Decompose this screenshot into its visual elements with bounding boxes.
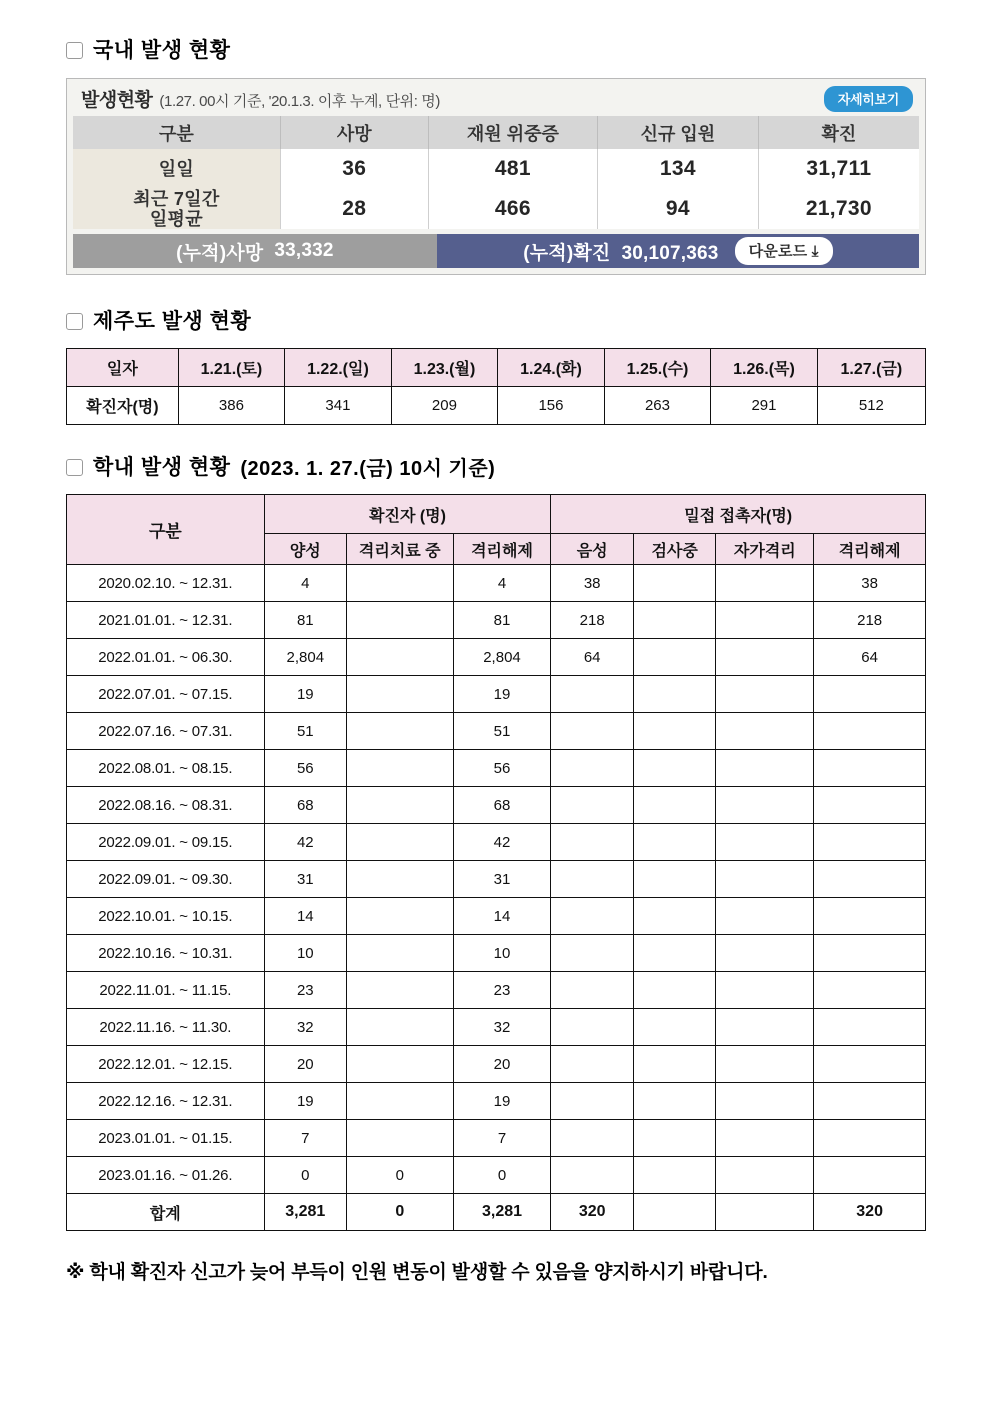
school-cell-self-quarantine bbox=[716, 750, 814, 787]
school-row-label: 2022.12.01. ~ 12.15. bbox=[67, 1046, 265, 1083]
jeju-value-0126: 291 bbox=[711, 387, 818, 425]
school-cell-contact-released bbox=[814, 861, 926, 898]
school-cell-positive: 81 bbox=[264, 602, 346, 639]
school-cell-positive: 2,804 bbox=[264, 639, 346, 676]
school-row-label: 2022.07.16. ~ 07.31. bbox=[67, 713, 265, 750]
national-row-daily-new-admission: 134 bbox=[598, 149, 759, 189]
national-status-card bbox=[66, 78, 926, 275]
school-total-positive: 3,281 bbox=[264, 1194, 346, 1231]
school-cell-in-treatment bbox=[347, 602, 454, 639]
school-cell-testing bbox=[633, 565, 715, 602]
school-cell-negative bbox=[551, 1083, 633, 1120]
school-cell-released: 42 bbox=[453, 824, 551, 861]
table-row bbox=[67, 1083, 926, 1120]
school-cell-self-quarantine bbox=[716, 824, 814, 861]
school-cell-contact-released bbox=[814, 898, 926, 935]
table-row bbox=[67, 602, 926, 639]
cumulative-confirmed-text bbox=[523, 238, 718, 265]
school-cell-released: 68 bbox=[453, 787, 551, 824]
national-row-weekly-death: 28 bbox=[280, 189, 428, 229]
table-row bbox=[67, 1157, 926, 1194]
school-cell-in-treatment bbox=[347, 565, 454, 602]
school-cell-contact-released: 38 bbox=[814, 565, 926, 602]
school-total-testing bbox=[633, 1194, 715, 1231]
detail-view-button[interactable]: 자세히보기 bbox=[824, 86, 913, 112]
school-cell-self-quarantine bbox=[716, 1009, 814, 1046]
school-row-label: 2022.01.01. ~ 06.30. bbox=[67, 639, 265, 676]
school-total-released: 3,281 bbox=[453, 1194, 551, 1231]
national-col-new-admission: 신규 입원 bbox=[598, 116, 759, 149]
school-cell-positive: 4 bbox=[264, 565, 346, 602]
school-cell-self-quarantine bbox=[716, 1046, 814, 1083]
checkbox-empty-icon bbox=[66, 459, 83, 476]
table-row bbox=[67, 1009, 926, 1046]
school-cell-testing bbox=[633, 602, 715, 639]
jeju-col-0124: 1.24.(화) bbox=[498, 349, 605, 387]
school-cell-contact-released: 64 bbox=[814, 639, 926, 676]
school-cell-negative bbox=[551, 898, 633, 935]
school-cell-in-treatment bbox=[347, 639, 454, 676]
school-cell-negative bbox=[551, 1157, 633, 1194]
school-col-in-treatment: 격리치료 중 bbox=[347, 534, 454, 565]
school-cell-self-quarantine bbox=[716, 1120, 814, 1157]
school-cell-released: 19 bbox=[453, 1083, 551, 1120]
school-row-label: 2022.09.01. ~ 09.15. bbox=[67, 824, 265, 861]
school-cell-released: 81 bbox=[453, 602, 551, 639]
school-col-released: 격리해제 bbox=[453, 534, 551, 565]
school-cell-contact-released bbox=[814, 935, 926, 972]
school-cell-testing bbox=[633, 750, 715, 787]
school-cell-testing bbox=[633, 824, 715, 861]
school-cell-positive: 68 bbox=[264, 787, 346, 824]
school-cell-contact-released: 218 bbox=[814, 602, 926, 639]
national-col-critical: 재원 위중증 bbox=[428, 116, 597, 149]
school-cell-self-quarantine bbox=[716, 972, 814, 1009]
school-cell-in-treatment bbox=[347, 824, 454, 861]
jeju-col-0121: 1.21.(토) bbox=[178, 349, 285, 387]
school-cell-self-quarantine bbox=[716, 602, 814, 639]
school-row-label: 2022.08.16. ~ 08.31. bbox=[67, 787, 265, 824]
checkbox-empty-icon bbox=[66, 42, 83, 59]
school-cell-testing bbox=[633, 935, 715, 972]
jeju-col-0127: 1.27.(금) bbox=[817, 349, 925, 387]
jeju-col-0126: 1.26.(목) bbox=[711, 349, 818, 387]
national-row-weekly-critical: 466 bbox=[428, 189, 597, 229]
national-row-weekly-new-admission: 94 bbox=[598, 189, 759, 229]
national-row-daily-confirmed: 31,711 bbox=[758, 149, 919, 189]
jeju-col-0123: 1.23.(월) bbox=[391, 349, 498, 387]
school-cell-testing bbox=[633, 787, 715, 824]
school-col-contact-released: 격리해제 bbox=[814, 534, 926, 565]
table-row bbox=[67, 787, 926, 824]
school-cell-positive: 42 bbox=[264, 824, 346, 861]
school-row-label: 2023.01.16. ~ 01.26. bbox=[67, 1157, 265, 1194]
jeju-value-0121: 386 bbox=[178, 387, 285, 425]
national-row-weekly-label-line1: 최근 7일간 bbox=[133, 189, 220, 209]
national-footer-bar bbox=[73, 234, 919, 268]
national-banner bbox=[73, 84, 919, 116]
school-cell-self-quarantine bbox=[716, 1083, 814, 1120]
school-cell-in-treatment bbox=[347, 1120, 454, 1157]
school-cell-positive: 20 bbox=[264, 1046, 346, 1083]
school-cell-negative bbox=[551, 972, 633, 1009]
school-cell-testing bbox=[633, 1157, 715, 1194]
school-cell-in-treatment bbox=[347, 935, 454, 972]
school-cell-negative bbox=[551, 824, 633, 861]
cumulative-confirmed-block bbox=[437, 234, 919, 268]
table-row bbox=[67, 972, 926, 1009]
school-col-testing: 검사중 bbox=[633, 534, 715, 565]
school-row-label: 2022.09.01. ~ 09.30. bbox=[67, 861, 265, 898]
school-cell-in-treatment bbox=[347, 861, 454, 898]
school-total-negative: 320 bbox=[551, 1194, 633, 1231]
table-row bbox=[67, 1120, 926, 1157]
section-title-school-sub: (2023. 1. 27.(금) 10시 기준) bbox=[240, 457, 496, 480]
school-cell-testing bbox=[633, 1046, 715, 1083]
cumulative-confirmed-label: (누적)확진 bbox=[523, 242, 611, 264]
national-row-weekly-label bbox=[73, 189, 280, 229]
school-cell-positive: 10 bbox=[264, 935, 346, 972]
national-header-row bbox=[73, 116, 919, 149]
school-cell-released: 4 bbox=[453, 565, 551, 602]
school-cell-released: 23 bbox=[453, 972, 551, 1009]
school-total-label: 합계 bbox=[67, 1194, 265, 1231]
national-row-weekly-label-line2: 일평균 bbox=[149, 209, 203, 230]
school-cell-negative: 38 bbox=[551, 565, 633, 602]
school-cell-released: 0 bbox=[453, 1157, 551, 1194]
school-cell-released: 10 bbox=[453, 935, 551, 972]
national-row-daily bbox=[73, 149, 919, 189]
school-cell-positive: 32 bbox=[264, 1009, 346, 1046]
section-title-jeju: 제주도 발생 현황 bbox=[93, 310, 252, 334]
school-col-negative: 음성 bbox=[551, 534, 633, 565]
school-row-label: 2022.11.16. ~ 11.30. bbox=[67, 1009, 265, 1046]
checkbox-empty-icon bbox=[66, 313, 83, 330]
school-cell-negative bbox=[551, 713, 633, 750]
school-cell-positive: 31 bbox=[264, 861, 346, 898]
school-cell-positive: 19 bbox=[264, 1083, 346, 1120]
download-button[interactable]: 다운로드 ⤓ bbox=[735, 237, 833, 265]
school-cell-positive: 14 bbox=[264, 898, 346, 935]
school-row-label: 2021.01.01. ~ 12.31. bbox=[67, 602, 265, 639]
school-cell-testing bbox=[633, 676, 715, 713]
school-cell-positive: 7 bbox=[264, 1120, 346, 1157]
school-cell-contact-released bbox=[814, 787, 926, 824]
table-row bbox=[67, 935, 926, 972]
school-cell-in-treatment bbox=[347, 750, 454, 787]
school-cell-in-treatment bbox=[347, 787, 454, 824]
school-row-label: 2022.10.01. ~ 10.15. bbox=[67, 898, 265, 935]
school-cell-released: 7 bbox=[453, 1120, 551, 1157]
national-col-death: 사망 bbox=[280, 116, 428, 149]
school-row-label: 2022.12.16. ~ 12.31. bbox=[67, 1083, 265, 1120]
school-cell-testing bbox=[633, 1120, 715, 1157]
school-cell-released: 2,804 bbox=[453, 639, 551, 676]
table-row bbox=[67, 750, 926, 787]
school-cell-self-quarantine bbox=[716, 787, 814, 824]
national-row-daily-label: 일일 bbox=[73, 149, 280, 189]
school-cell-positive: 19 bbox=[264, 676, 346, 713]
national-col-gubun: 구분 bbox=[73, 116, 280, 149]
school-cell-negative bbox=[551, 861, 633, 898]
school-cell-in-treatment bbox=[347, 1046, 454, 1083]
school-total-row bbox=[67, 1194, 926, 1231]
school-col-positive: 양성 bbox=[264, 534, 346, 565]
school-cell-positive: 23 bbox=[264, 972, 346, 1009]
school-cell-released: 14 bbox=[453, 898, 551, 935]
school-cell-testing bbox=[633, 1083, 715, 1120]
school-cell-testing bbox=[633, 713, 715, 750]
jeju-row-label: 확진자(명) bbox=[67, 387, 179, 425]
jeju-col-0125: 1.25.(수) bbox=[604, 349, 711, 387]
school-total-contact-released: 320 bbox=[814, 1194, 926, 1231]
school-cell-contact-released bbox=[814, 824, 926, 861]
jeju-col-date: 일자 bbox=[67, 349, 179, 387]
school-cell-testing bbox=[633, 639, 715, 676]
school-cell-contact-released bbox=[814, 750, 926, 787]
school-cell-released: 19 bbox=[453, 676, 551, 713]
school-total-self-quarantine bbox=[716, 1194, 814, 1231]
school-cell-self-quarantine bbox=[716, 1157, 814, 1194]
jeju-status-table bbox=[66, 348, 926, 425]
jeju-value-0122: 341 bbox=[285, 387, 392, 425]
jeju-value-0123: 209 bbox=[391, 387, 498, 425]
school-cell-self-quarantine bbox=[716, 898, 814, 935]
school-cell-negative bbox=[551, 1009, 633, 1046]
school-cell-self-quarantine bbox=[716, 713, 814, 750]
school-col-gubun: 구분 bbox=[67, 495, 265, 565]
school-cell-negative bbox=[551, 1120, 633, 1157]
jeju-data-row bbox=[67, 387, 926, 425]
school-cell-negative: 64 bbox=[551, 639, 633, 676]
school-cell-positive: 51 bbox=[264, 713, 346, 750]
school-cell-in-treatment bbox=[347, 676, 454, 713]
school-cell-self-quarantine bbox=[716, 565, 814, 602]
school-status-table bbox=[66, 494, 926, 1231]
table-row bbox=[67, 713, 926, 750]
school-cell-negative: 218 bbox=[551, 602, 633, 639]
jeju-col-0122: 1.22.(일) bbox=[285, 349, 392, 387]
school-row-label: 2020.02.10. ~ 12.31. bbox=[67, 565, 265, 602]
school-cell-negative bbox=[551, 750, 633, 787]
school-colgroup-contact: 밀접 접촉자(명) bbox=[551, 495, 926, 534]
national-banner-title: 발생현황 bbox=[81, 90, 153, 111]
school-row-label: 2022.07.01. ~ 07.15. bbox=[67, 676, 265, 713]
school-cell-released: 51 bbox=[453, 713, 551, 750]
national-row-weekly-average bbox=[73, 189, 919, 229]
table-row bbox=[67, 898, 926, 935]
national-status-table bbox=[73, 116, 919, 229]
school-cell-released: 20 bbox=[453, 1046, 551, 1083]
national-col-confirmed: 확진 bbox=[758, 116, 919, 149]
footnote: ※ 학내 확진자 신고가 늦어 부득이 인원 변동이 발생할 수 있음을 양지하시기 바랍니다. bbox=[66, 1262, 768, 1284]
school-cell-positive: 56 bbox=[264, 750, 346, 787]
section-heading-school bbox=[66, 451, 926, 481]
school-cell-testing bbox=[633, 898, 715, 935]
section-title-national: 국내 발생 현황 bbox=[93, 39, 231, 62]
jeju-header-row bbox=[67, 349, 926, 387]
school-cell-in-treatment bbox=[347, 1083, 454, 1120]
table-row bbox=[67, 1046, 926, 1083]
national-row-daily-death: 36 bbox=[280, 149, 428, 189]
school-cell-in-treatment bbox=[347, 972, 454, 1009]
school-row-label: 2022.10.16. ~ 10.31. bbox=[67, 935, 265, 972]
table-row bbox=[67, 824, 926, 861]
school-cell-testing bbox=[633, 972, 715, 1009]
school-row-label: 2022.11.01. ~ 11.15. bbox=[67, 972, 265, 1009]
jeju-value-0124: 156 bbox=[498, 387, 605, 425]
school-header-row-1 bbox=[67, 495, 926, 534]
section-heading-jeju bbox=[66, 305, 926, 335]
school-cell-contact-released bbox=[814, 1157, 926, 1194]
cumulative-death-value: 33,332 bbox=[274, 240, 334, 262]
school-cell-released: 32 bbox=[453, 1009, 551, 1046]
school-cell-negative bbox=[551, 676, 633, 713]
table-row bbox=[67, 565, 926, 602]
school-cell-negative bbox=[551, 1046, 633, 1083]
table-row bbox=[67, 639, 926, 676]
school-cell-in-treatment bbox=[347, 713, 454, 750]
school-cell-self-quarantine bbox=[716, 861, 814, 898]
school-cell-contact-released bbox=[814, 1046, 926, 1083]
school-cell-contact-released bbox=[814, 1083, 926, 1120]
cumulative-death-block bbox=[73, 234, 437, 268]
cumulative-confirmed-value: 30,107,363 bbox=[621, 242, 719, 264]
school-cell-contact-released bbox=[814, 676, 926, 713]
school-cell-testing bbox=[633, 1009, 715, 1046]
school-colgroup-confirmed: 확진자 (명) bbox=[264, 495, 551, 534]
school-cell-in-treatment: 0 bbox=[347, 1157, 454, 1194]
school-cell-released: 56 bbox=[453, 750, 551, 787]
national-banner-note: (1.27. 00시 기준, '20.1.3. 이후 누계, 단위: 명) bbox=[159, 93, 440, 110]
school-cell-contact-released bbox=[814, 713, 926, 750]
school-cell-contact-released bbox=[814, 972, 926, 1009]
school-cell-contact-released bbox=[814, 1120, 926, 1157]
school-cell-released: 31 bbox=[453, 861, 551, 898]
school-cell-negative bbox=[551, 787, 633, 824]
school-cell-in-treatment bbox=[347, 1009, 454, 1046]
school-col-self-quarantine: 자가격리 bbox=[716, 534, 814, 565]
national-row-daily-critical: 481 bbox=[428, 149, 597, 189]
national-row-weekly-confirmed: 21,730 bbox=[758, 189, 919, 229]
jeju-value-0125: 263 bbox=[604, 387, 711, 425]
section-heading-national bbox=[66, 34, 926, 64]
cumulative-death-label: (누적)사망 bbox=[176, 242, 264, 264]
school-cell-contact-released bbox=[814, 1009, 926, 1046]
table-row bbox=[67, 676, 926, 713]
school-cell-testing bbox=[633, 861, 715, 898]
jeju-value-0127: 512 bbox=[817, 387, 925, 425]
school-row-label: 2023.01.01. ~ 01.15. bbox=[67, 1120, 265, 1157]
school-total-in-treatment: 0 bbox=[347, 1194, 454, 1231]
school-cell-self-quarantine bbox=[716, 676, 814, 713]
school-cell-in-treatment bbox=[347, 898, 454, 935]
section-title-school: 학내 발생 현황 bbox=[93, 456, 231, 480]
school-cell-self-quarantine bbox=[716, 639, 814, 676]
table-row bbox=[67, 861, 926, 898]
school-cell-negative bbox=[551, 935, 633, 972]
school-cell-self-quarantine bbox=[716, 935, 814, 972]
school-cell-positive: 0 bbox=[264, 1157, 346, 1194]
school-row-label: 2022.08.01. ~ 08.15. bbox=[67, 750, 265, 787]
